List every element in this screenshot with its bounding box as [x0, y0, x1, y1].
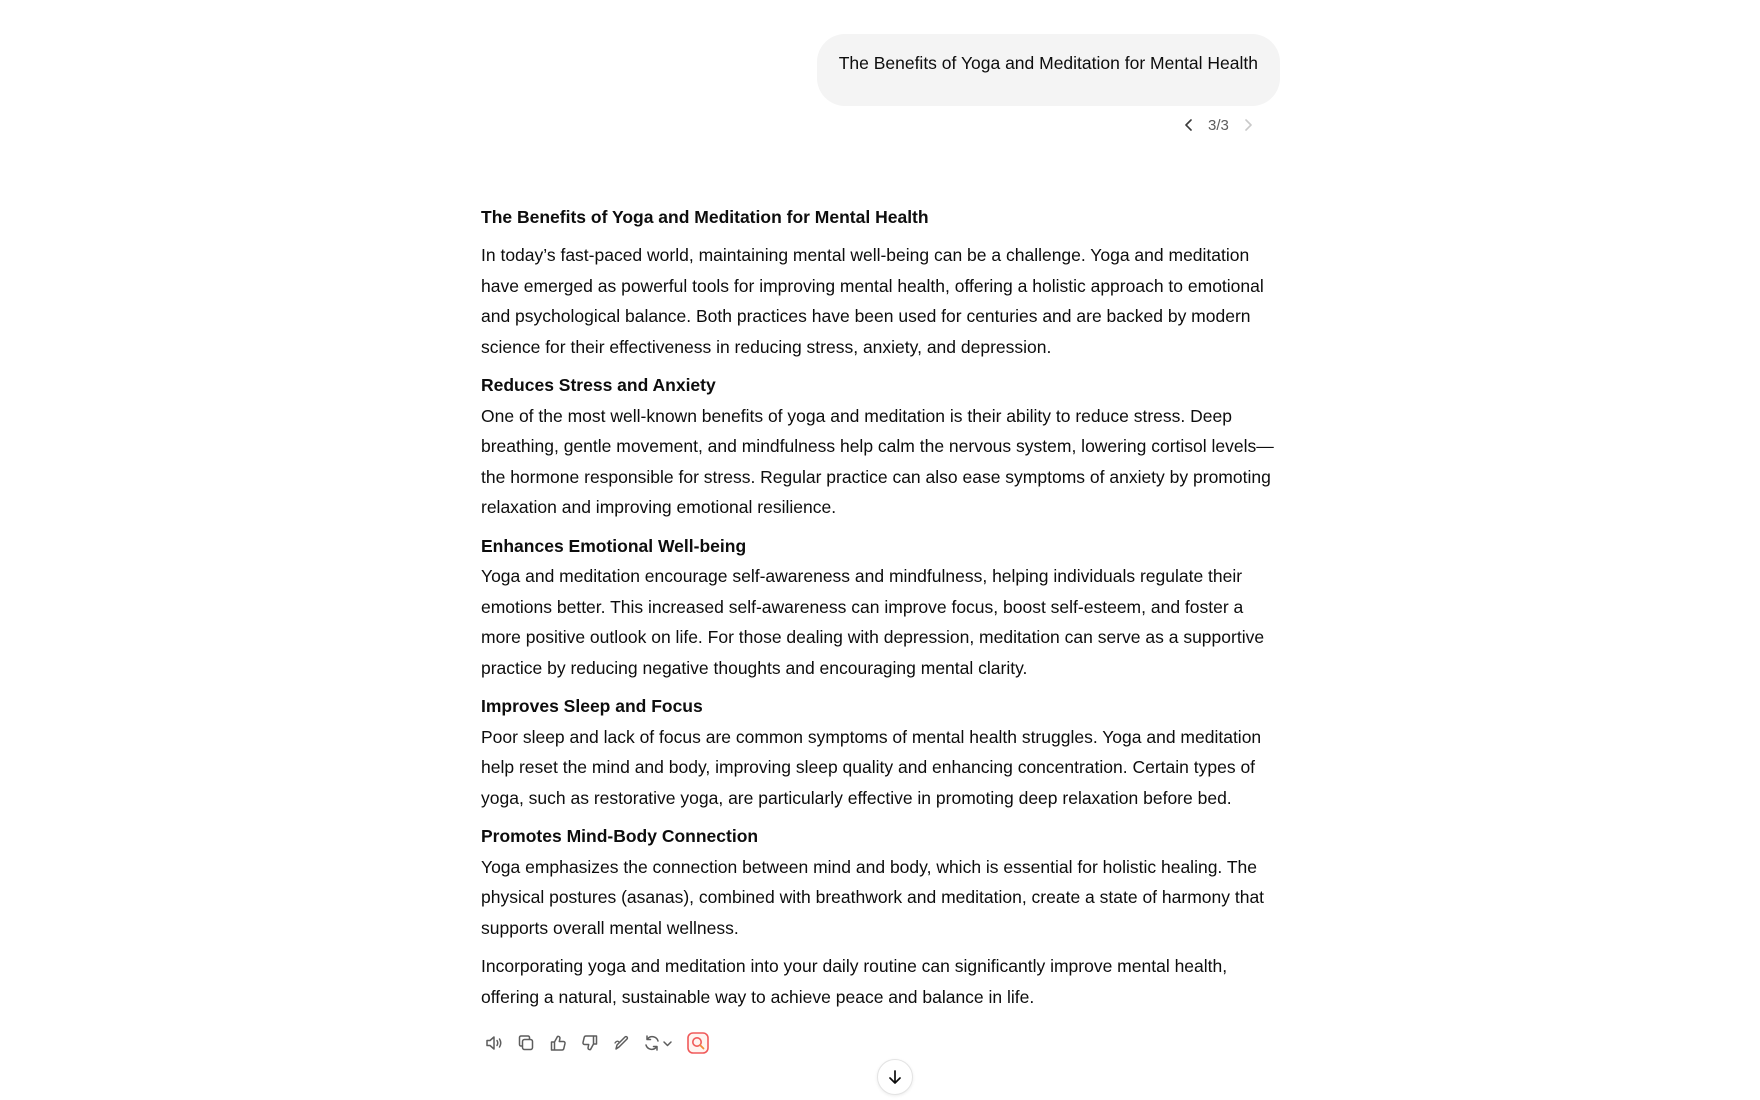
section-body: Yoga emphasizes the connection between mind and body, which is essential for holistic healing. The physical postures (asanas), combined with breathwork and meditation, create a state of harmony that supports overall mental wellness. [481, 856, 1265, 938]
response-title: The Benefits of Yoga and Meditation for Mental Health [481, 207, 929, 227]
assistant-response [481, 202, 1281, 1020]
response-section [481, 691, 1281, 813]
section-heading: Enhances Emotional Well-being [481, 535, 747, 556]
search-badge-icon [686, 1031, 710, 1055]
response-section [481, 821, 1281, 943]
section-heading: Improves Sleep and Focus [481, 696, 703, 716]
response-intro: In today’s fast-paced world, maintaining mental well-being can be a challenge. Yoga and meditation have emerged as powerful tools for improving mental health, offering a holistic approach to emotional and psychological balance. Both practices have been used for centuries and are backed by modern science for their effectiveness in reducing stress, anxiety, and depression. [481, 245, 1264, 357]
pager-label: 3/3 [1208, 116, 1229, 134]
edit-in-canvas-icon [612, 1033, 632, 1053]
chevron-right-icon [1241, 118, 1255, 132]
user-message-bubble [817, 34, 1280, 106]
edit-in-canvas-button[interactable] [609, 1030, 635, 1056]
user-message-row [817, 34, 1280, 106]
copy-icon [516, 1033, 536, 1053]
user-message-text: The Benefits of Yoga and Meditation for Mental Health [838, 53, 1258, 73]
response-action-bar [481, 1030, 711, 1056]
bad-response-button[interactable] [577, 1030, 603, 1056]
response-section [481, 370, 1281, 523]
thumbs-down-icon [580, 1033, 600, 1053]
read-aloud-button[interactable] [481, 1030, 507, 1056]
previous-version-button[interactable] [1180, 116, 1198, 134]
read-aloud-icon [484, 1033, 504, 1053]
response-pager [1180, 116, 1257, 134]
thumbs-up-icon [548, 1033, 568, 1053]
scroll-to-bottom-button[interactable] [877, 1059, 913, 1095]
regenerate-icon [643, 1033, 677, 1053]
section-body: One of the most well-known benefits of yoga and meditation is their ability to reduce stress. Deep breathing, gentle movement, and mindfulness help calm the nervous system, lowering cortisol levels—the hormone responsible for stress. Regular practice can also ease symptoms of anxiety by promoting relaxation and improving emotional resilience. [481, 405, 1274, 517]
section-heading: Reduces Stress and Anxiety [481, 375, 716, 395]
response-conclusion: Incorporating yoga and meditation into your daily routine can significantly improve mental health, offering a natural, sustainable way to achieve peace and balance in life. [481, 956, 1228, 1007]
arrow-down-icon [886, 1068, 904, 1086]
next-version-button[interactable] [1239, 116, 1257, 134]
section-heading: Promotes Mind-Body Connection [481, 826, 759, 846]
response-section [481, 531, 1281, 684]
section-body: Yoga and meditation encourage self-awareness and mindfulness, helping individuals regulate their emotions better. This increased self-awareness can improve focus, boost self-esteem, and foster a more positive outlook on life. For those dealing with depression, meditation can serve as a supportive practice by reducing negative thoughts and encouraging mental clarity. [481, 566, 1265, 678]
search-sources-button[interactable] [685, 1030, 711, 1056]
regenerate-button[interactable] [641, 1030, 679, 1056]
section-body: Poor sleep and lack of focus are common symptoms of mental health struggles. Yoga and meditation help reset the mind and body, improving sleep quality and enhancing concentration. Certain types of yoga, such as restorative yoga, are particularly effective in promoting deep relaxation before bed. [481, 726, 1262, 808]
copy-button[interactable] [513, 1030, 539, 1056]
good-response-button[interactable] [545, 1030, 571, 1056]
chevron-left-icon [1182, 118, 1196, 132]
